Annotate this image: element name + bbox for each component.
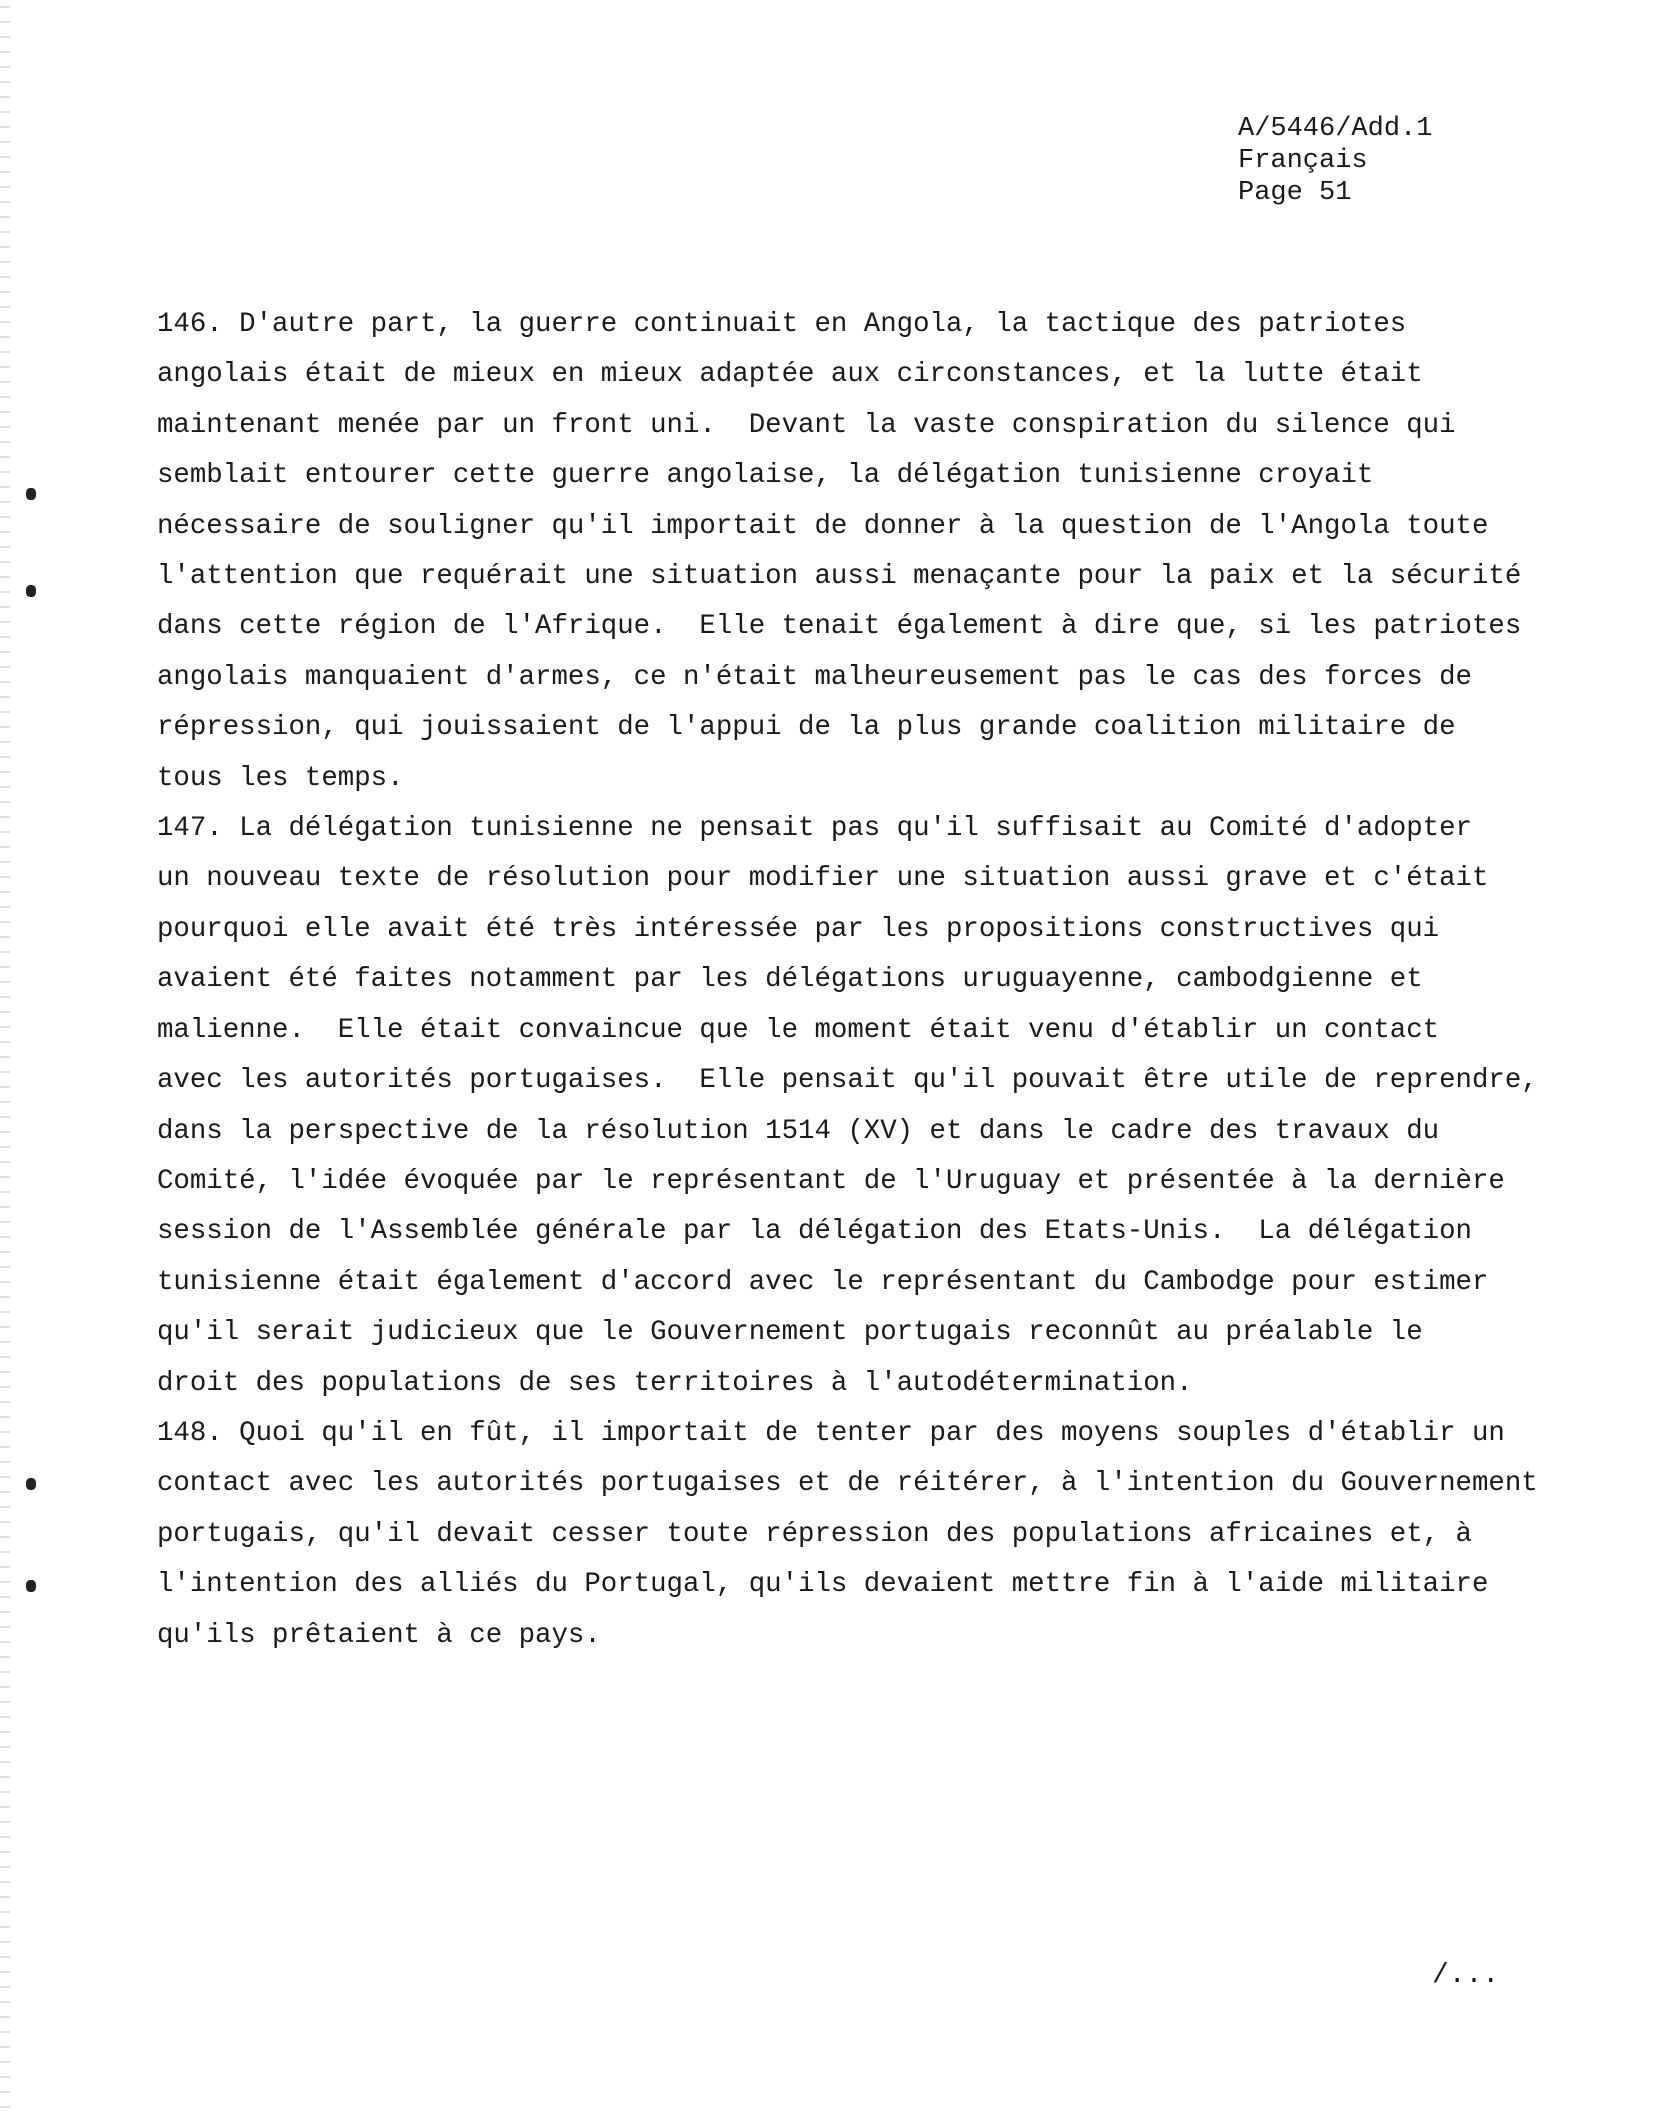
document-body [157,300,1538,1661]
scan-artifact [26,585,36,597]
paragraph-line: contact avec les autorités portugaises et de réitérer, à l'intention du Gouvernement [157,1468,1538,1500]
paragraph-line: 146. D'autre part, la guerre continuait en Angola, la tactique des patriotes [157,309,1407,340]
paragraph-line: Comité, l'idée évoquée par le représentant de l'Uruguay et présentée à la dernière [157,1165,1505,1197]
paragraph-line: angolais manquaient d'armes, ce n'était malheureusement pas le cas des forces de [157,661,1472,693]
paragraph-line: semblait entourer cette guerre angolaise, la délégation tunisienne croyait [157,460,1374,492]
paragraph-line: maintenant menée par un front uni. Devant la vaste conspiration du silence qui [157,409,1456,441]
document-symbol: A/5446/Add.1 [1238,114,1433,144]
paragraph-line: dans cette région de l'Afrique. Elle tenait également à dire que, si les patriotes [157,611,1522,643]
scan-artifact [26,1478,36,1490]
page-number: Page 51 [1238,178,1352,208]
scan-artifact [26,1580,36,1592]
paragraph-line: tunisienne était également d'accord avec le représentant du Cambodge pour estimer [157,1266,1489,1298]
paragraph-line: 147. La délégation tunisienne ne pensait pas qu'il suffisait au Comité d'adopter [157,813,1472,845]
paragraph-line: l'intention des alliés du Portugal, qu'ils devaient mettre fin à l'aide militaire [157,1569,1489,1601]
paragraph-line: l'attention que requérait une situation aussi menaçante pour la paix et la sécurité [157,561,1522,593]
document-language: Français [1238,146,1368,176]
paragraph-line: 148. Quoi qu'il en fût, il importait de tenter par des moyens souples d'établir un [157,1417,1505,1449]
paragraph-147 [157,804,1538,1409]
paragraph-line: qu'il serait judicieux que le Gouvernement portugais reconnût au préalable le [157,1317,1423,1349]
paragraph-146 [157,300,1538,804]
paragraph-line: un nouveau texte de résolution pour modifier une situation aussi grave et c'était [157,863,1489,895]
paragraph-line: droit des populations de ses territoires à l'autodétermination. [157,1367,1193,1399]
paragraph-line: dans la perspective de la résolution 1514 (XV) et dans le cadre des travaux du [157,1115,1440,1147]
paragraph-line: avaient été faites notamment par les délégations uruguayenne, cambodgienne et [157,964,1423,996]
paragraph-line: qu'ils prêtaient à ce pays. [157,1619,601,1651]
paragraph-line: pourquoi elle avait été très intéressée par les propositions constructives qui [157,913,1440,945]
paragraph-148 [157,1409,1538,1661]
paragraph-line: portugais, qu'il devait cesser toute répression des populations africaines et, à [157,1518,1472,1550]
scanned-page-edge [0,0,10,2112]
paragraph-line: session de l'Assemblée générale par la délégation des Etats-Unis. La délégation [157,1216,1472,1248]
paragraph-line: malienne. Elle était convaincue que le moment était venu d'établir un contact [157,1014,1440,1046]
paragraph-line: nécessaire de souligner qu'il importait de donner à la question de l'Angola toute [157,510,1489,542]
paragraph-line: avec les autorités portugaises. Elle pensait qu'il pouvait être utile de reprendre, [157,1065,1538,1097]
paragraph-line: angolais était de mieux en mieux adaptée aux circonstances, et la lutte était [157,359,1423,391]
paragraph-line: répression, qui jouissaient de l'appui de la plus grande coalition militaire de [157,712,1456,744]
document-header [1238,113,1432,209]
scan-artifact [26,488,36,500]
paragraph-line: tous les temps. [157,762,404,794]
continuation-mark: /... [1432,1960,1500,1991]
